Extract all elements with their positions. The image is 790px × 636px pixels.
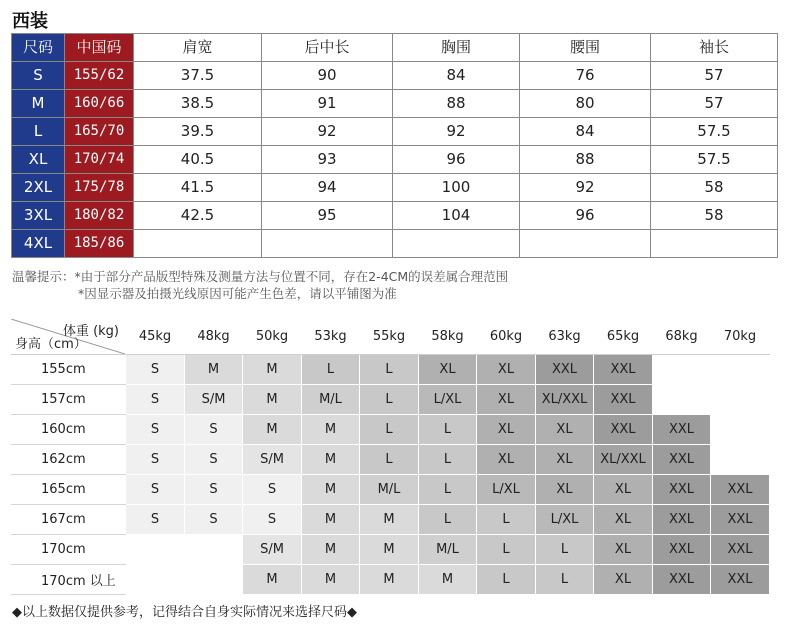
size-recommendation-cell: XXL: [653, 445, 711, 475]
measure-cell: 94: [262, 174, 393, 202]
size-cell: S: [12, 62, 65, 90]
table-row: [12, 90, 778, 118]
size-recommendation-cell: [653, 355, 711, 385]
size-recommendation-cell: M: [243, 415, 302, 445]
height-row: [11, 385, 770, 415]
size-recommendation-cell: M: [302, 445, 360, 475]
weight-header-cell: 63kg: [536, 319, 594, 355]
size-recommendation-cell: S: [185, 475, 243, 505]
table-row: [12, 146, 778, 174]
size-recommendation-cell: XXL: [594, 355, 653, 385]
height-label: 160cm: [11, 415, 126, 445]
size-recommendation-cell: L: [360, 415, 419, 445]
size-cell: L: [12, 118, 65, 146]
size-recommendation-cell: XXL: [711, 535, 770, 565]
weight-header-cell: 55kg: [360, 319, 419, 355]
size-recommendation-cell: L: [536, 535, 594, 565]
measure-cell: 57.5: [651, 118, 778, 146]
china-size-cell: 170/74: [65, 146, 134, 174]
size-recommendation-cell: L: [419, 415, 477, 445]
size-recommendation-cell: XL/XXL: [536, 385, 594, 415]
measure-cell: 58: [651, 174, 778, 202]
size-recommendation-cell: [653, 385, 711, 415]
size-recommendation-cell: XL: [477, 385, 536, 415]
size-recommendation-cell: L: [477, 505, 536, 535]
china-size-cell: 160/66: [65, 90, 134, 118]
size-recommendation-cell: S: [126, 475, 185, 505]
size-recommendation-cell: L: [477, 565, 536, 595]
footer-note: ◆以上数据仅提供参考，记得结合自身实际情况来选择尺码◆: [12, 605, 357, 620]
size-recommendation-cell: S/M: [243, 445, 302, 475]
size-recommendation-cell: S: [126, 415, 185, 445]
size-recommendation-cell: L: [360, 355, 419, 385]
size-recommendation-cell: XL: [594, 535, 653, 565]
height-weight-size-table: [11, 319, 770, 595]
measure-cell: [262, 230, 393, 258]
measure-cell: 90: [262, 62, 393, 90]
size-recommendation-cell: [126, 535, 185, 565]
size-recommendation-cell: XXL: [711, 475, 770, 505]
china-size-cell: 175/78: [65, 174, 134, 202]
size-recommendation-cell: S: [126, 355, 185, 385]
height-row: [11, 505, 770, 535]
height-label: 162cm: [11, 445, 126, 475]
size-recommendation-cell: XXL: [653, 415, 711, 445]
size-recommendation-cell: L: [477, 535, 536, 565]
header-cell: 肩宽: [134, 34, 262, 62]
header-cell: 腰围: [520, 34, 651, 62]
measure-cell: [520, 230, 651, 258]
size-recommendation-cell: XXL: [711, 565, 770, 595]
size-recommendation-cell: [711, 445, 770, 475]
size-recommendation-cell: M: [302, 505, 360, 535]
table-header-row: [12, 34, 778, 62]
size-recommendation-cell: S/M: [185, 385, 243, 415]
size-recommendation-cell: L: [536, 565, 594, 595]
measure-cell: 95: [262, 202, 393, 230]
size-recommendation-cell: L: [419, 445, 477, 475]
size-recommendation-cell: XXL: [653, 535, 711, 565]
measure-cell: 104: [393, 202, 520, 230]
table-row: [12, 174, 778, 202]
size-recommendation-cell: XL: [477, 355, 536, 385]
page-title: 西装: [12, 11, 48, 32]
size-recommendation-cell: XL: [536, 445, 594, 475]
measure-cell: 93: [262, 146, 393, 174]
size-cell: 2XL: [12, 174, 65, 202]
height-row: [11, 445, 770, 475]
measure-cell: 76: [520, 62, 651, 90]
size-cell: XL: [12, 146, 65, 174]
height-label: 170cm: [11, 535, 126, 565]
measure-cell: 96: [520, 202, 651, 230]
size-recommendation-cell: S: [185, 445, 243, 475]
size-recommendation-cell: S: [243, 475, 302, 505]
tip-line-1: 温馨提示：*由于部分产品版型特殊及测量方法与位置不同，存在2-4CM的误差属合理范围: [12, 269, 509, 284]
china-size-cell: 155/62: [65, 62, 134, 90]
height-label: 157cm: [11, 385, 126, 415]
table-row: [12, 118, 778, 146]
weight-header-cell: 45kg: [126, 319, 185, 355]
size-recommendation-cell: L: [360, 385, 419, 415]
measure-cell: 92: [262, 118, 393, 146]
height-row: [11, 355, 770, 385]
size-recommendation-cell: M: [243, 355, 302, 385]
size-recommendation-cell: XL: [594, 505, 653, 535]
size-recommendation-cell: XXL: [711, 505, 770, 535]
height-row: [11, 565, 770, 595]
size-recommendation-cell: M/L: [419, 535, 477, 565]
measure-cell: 91: [262, 90, 393, 118]
size-recommendation-cell: XXL: [594, 385, 653, 415]
size-recommendation-cell: L: [360, 445, 419, 475]
china-size-cell: 185/86: [65, 230, 134, 258]
measure-cell: 80: [520, 90, 651, 118]
size-recommendation-cell: XL: [419, 355, 477, 385]
size-recommendation-cell: XXL: [653, 475, 711, 505]
size-recommendation-cell: [126, 565, 185, 595]
size-cell: 3XL: [12, 202, 65, 230]
size-recommendation-cell: M: [302, 415, 360, 445]
measure-cell: 42.5: [134, 202, 262, 230]
measure-cell: 41.5: [134, 174, 262, 202]
weight-header-cell: 48kg: [185, 319, 243, 355]
size-recommendation-cell: S: [126, 505, 185, 535]
size-recommendation-cell: M: [360, 505, 419, 535]
size-recommendation-cell: [185, 535, 243, 565]
size-recommendation-cell: L/XL: [536, 505, 594, 535]
header-cell: 后中长: [262, 34, 393, 62]
measure-cell: 88: [393, 90, 520, 118]
size-recommendation-cell: S/M: [243, 535, 302, 565]
height-label: 170cm 以上: [11, 565, 126, 595]
height-row: [11, 535, 770, 565]
size-recommendation-cell: XXL: [653, 565, 711, 595]
weight-header-cell: 50kg: [243, 319, 302, 355]
weight-header-cell: 68kg: [653, 319, 711, 355]
size-recommendation-cell: XL: [594, 565, 653, 595]
measure-cell: 57.5: [651, 146, 778, 174]
weight-header-cell: 58kg: [419, 319, 477, 355]
measure-cell: 96: [393, 146, 520, 174]
size-recommendation-cell: L/XL: [477, 475, 536, 505]
header-cell: 尺码: [12, 34, 65, 62]
size-recommendation-cell: [711, 355, 770, 385]
size-recommendation-cell: XL: [477, 445, 536, 475]
measure-cell: 84: [520, 118, 651, 146]
height-label: 167cm: [11, 505, 126, 535]
size-recommendation-cell: XL: [477, 415, 536, 445]
size-recommendation-cell: L: [419, 505, 477, 535]
measure-cell: [393, 230, 520, 258]
measure-cell: 100: [393, 174, 520, 202]
measure-cell: [651, 230, 778, 258]
height-row: [11, 415, 770, 445]
header-cell: 胸围: [393, 34, 520, 62]
size-recommendation-cell: M: [185, 355, 243, 385]
measure-cell: 92: [520, 174, 651, 202]
size-recommendation-cell: [711, 415, 770, 445]
size-recommendation-cell: M: [243, 565, 302, 595]
weight-header-cell: 60kg: [477, 319, 536, 355]
size-recommendation-cell: M: [360, 565, 419, 595]
measure-cell: 37.5: [134, 62, 262, 90]
size-recommendation-cell: M/L: [360, 475, 419, 505]
suit-size-table: [11, 33, 778, 258]
table-row: [12, 230, 778, 258]
size-recommendation-cell: XL: [594, 475, 653, 505]
height-axis-label: 身高（cm）: [15, 337, 87, 352]
weight-header-cell: 70kg: [711, 319, 770, 355]
size-recommendation-cell: S: [126, 445, 185, 475]
measure-cell: 92: [393, 118, 520, 146]
measure-cell: 84: [393, 62, 520, 90]
size-recommendation-cell: XL: [536, 475, 594, 505]
height-label: 155cm: [11, 355, 126, 385]
size-recommendation-cell: [185, 565, 243, 595]
measure-cell: 40.5: [134, 146, 262, 174]
measure-cell: 38.5: [134, 90, 262, 118]
size-recommendation-cell: XXL: [536, 355, 594, 385]
header-cell: 中国码: [65, 34, 134, 62]
measure-cell: [134, 230, 262, 258]
size-recommendation-cell: [711, 385, 770, 415]
size-recommendation-cell: S: [126, 385, 185, 415]
corner-cell: [11, 319, 126, 355]
size-cell: 4XL: [12, 230, 65, 258]
measure-cell: 88: [520, 146, 651, 174]
size-recommendation-cell: XL/XXL: [594, 445, 653, 475]
size-recommendation-cell: M/L: [302, 385, 360, 415]
measure-cell: 57: [651, 62, 778, 90]
height-row: [11, 475, 770, 505]
size-recommendation-cell: L: [419, 475, 477, 505]
measure-cell: 39.5: [134, 118, 262, 146]
size-recommendation-cell: M: [302, 535, 360, 565]
size-recommendation-cell: M: [360, 535, 419, 565]
size-recommendation-cell: M: [302, 565, 360, 595]
size-cell: M: [12, 90, 65, 118]
size-recommendation-cell: S: [243, 505, 302, 535]
size-recommendation-cell: XL: [536, 415, 594, 445]
weight-header-cell: 65kg: [594, 319, 653, 355]
weight-header-cell: 53kg: [302, 319, 360, 355]
measure-cell: 58: [651, 202, 778, 230]
china-size-cell: 165/70: [65, 118, 134, 146]
size-recommendation-cell: S: [185, 415, 243, 445]
size-recommendation-cell: S: [185, 505, 243, 535]
size-recommendation-cell: L/XL: [419, 385, 477, 415]
tips-notice: [12, 268, 508, 302]
size-recommendation-cell: XXL: [653, 505, 711, 535]
table-row: [12, 202, 778, 230]
china-size-cell: 180/82: [65, 202, 134, 230]
size-recommendation-cell: XXL: [594, 415, 653, 445]
height-label: 165cm: [11, 475, 126, 505]
size-recommendation-cell: M: [243, 385, 302, 415]
size-recommendation-cell: M: [419, 565, 477, 595]
tip-line-2: *因显示器及拍摄光线原因可能产生色差，请以平铺图为准: [78, 286, 397, 301]
measure-cell: 57: [651, 90, 778, 118]
weight-axis-label: 体重 (kg): [62, 324, 119, 339]
size-recommendation-cell: M: [302, 475, 360, 505]
weight-header-row: [11, 319, 770, 355]
header-cell: 袖长: [651, 34, 778, 62]
size-recommendation-cell: L: [302, 355, 360, 385]
table-row: [12, 62, 778, 90]
